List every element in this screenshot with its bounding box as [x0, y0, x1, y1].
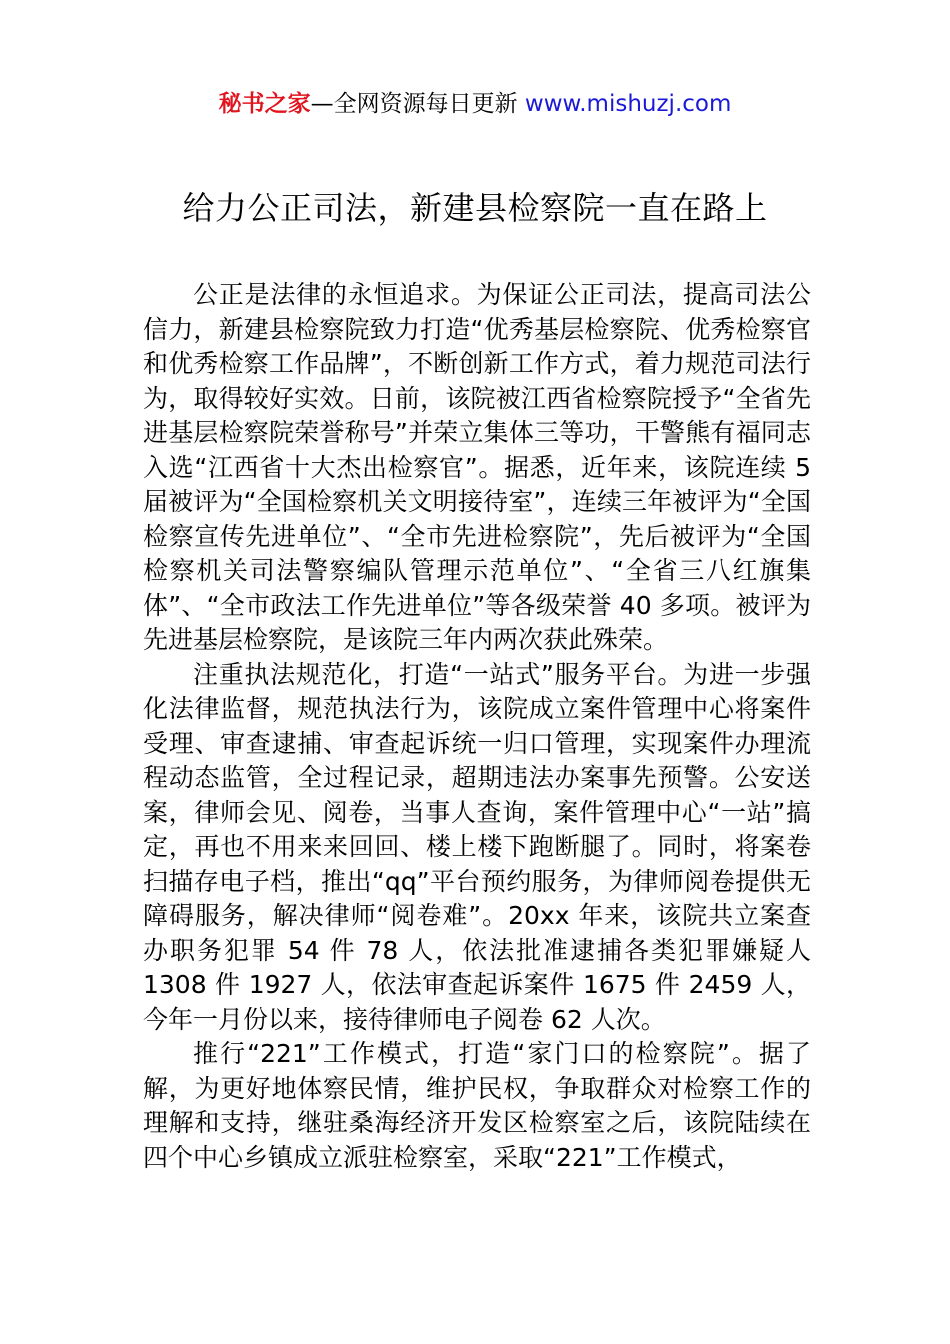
paragraph-3: 推行“221”工作模式，打造“家门口的检察院”。据了解，为更好地体察民情，维护民权，争取群众对检察工作的理解和支持，继驻桑海经济开发区检察室之后，该院陆续在四个中心乡镇成立派驻检察室，采取“221”工作模式， [143, 1039, 811, 1172]
site-tagline: —全网资源每日更新 [310, 91, 518, 117]
document-body [143, 278, 811, 1175]
site-brand: 秘书之家 [218, 91, 311, 117]
site-header [0, 88, 950, 120]
paragraph-1: 公正是法律的永恒追求。为保证公正司法，提高司法公信力，新建县检察院致力打造“优秀基层检察院、优秀检察官和优秀检察工作品牌”，不断创新工作方式，着力规范司法行为，取得较好实效。日前，该院被江西省检察院授予“全省先进基层检察院荣誉称号”并荣立集体三等功，干警熊有福同志入选“江西省十大杰出检察官”。据悉，近年来，该院连续 5 届被评为“全国检察机关文明接待室”，连续三年被评为“全国检察宣传先进单位”、“全市先进检察院”，先后被评为“全国检察机关司法警察编队管理示范单位”、“全省三八红旗集体”、“全市政法工作先进单位”等各级荣誉 40 多项。被评为先进基层检察院，是该院三年内两次获此殊荣。 [143, 280, 811, 654]
paragraph-2: 注重执法规范化，打造“一站式”服务平台。为进一步强化法律监督，规范执法行为，该院成立案件管理中心将案件受理、审查逮捕、审查起诉统一归口管理，实现案件办理流程动态监管，全过程记录，超期违法办案事先预警。公安送案，律师会见、阅卷，当事人查询，案件管理中心“一站”搞定，再也不用来来回回、楼上楼下跑断腿了。同时，将案卷扫描存电子档，推出“qq”平台预约服务，为律师阅卷提供无障碍服务，解决律师“阅卷难”。20xx 年来，该院共立案查办职务犯罪 54 件 78 人，依法批准逮捕各类犯罪嫌疑人 1308 件 1927 人，依法审查起诉案件 1675 件 2459 人，今年一月份以来，接待律师电子阅卷 62 人次。 [143, 659, 811, 1034]
site-url-link[interactable]: www.mishuzj.com [524, 91, 732, 117]
document-title: 给力公正司法，新建县检察院一直在路上 [182, 189, 768, 227]
